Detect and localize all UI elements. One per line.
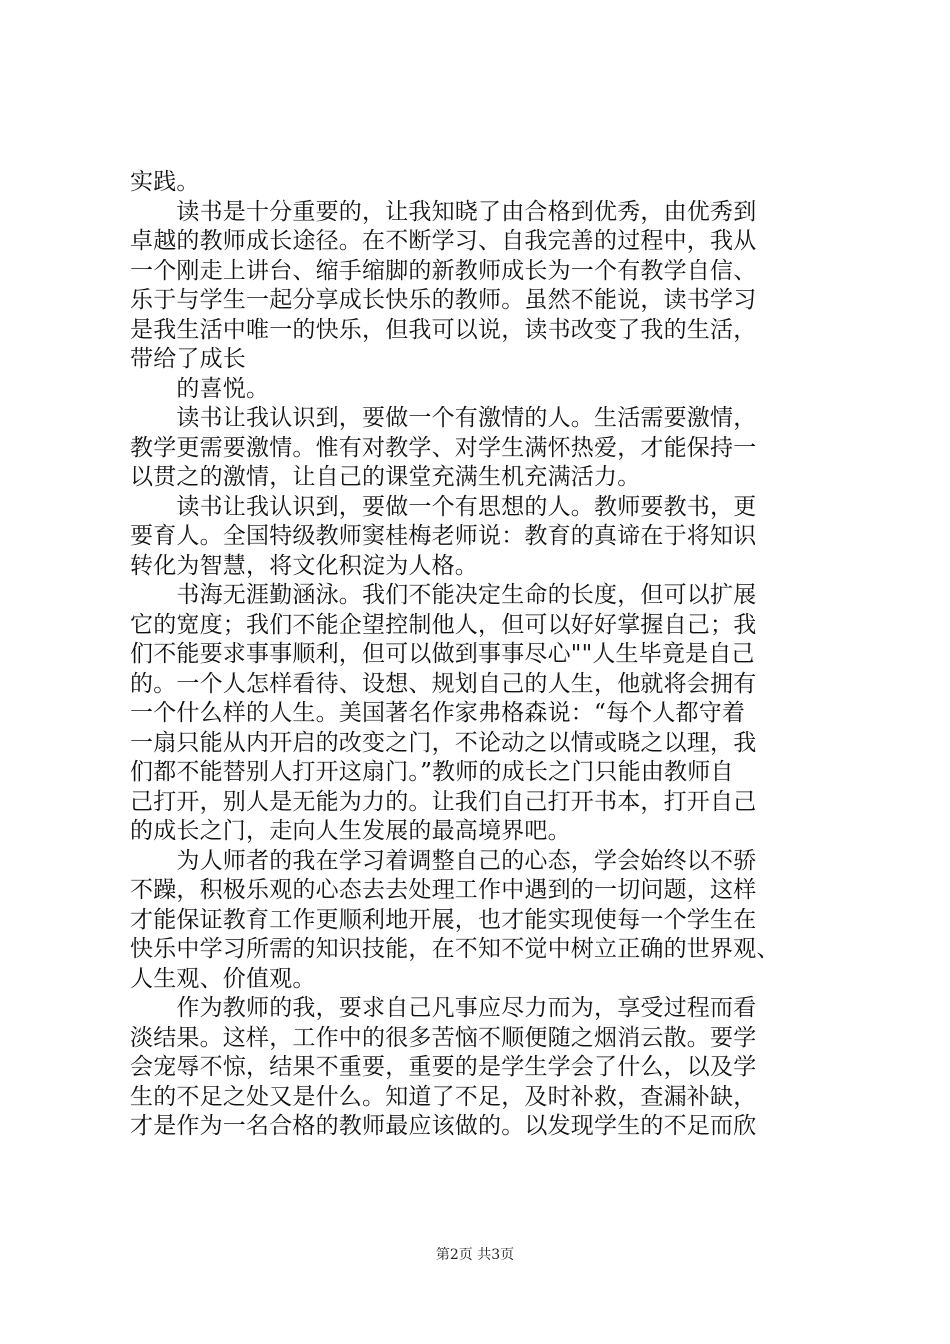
text-line: 会宠辱不惊，结果不重要，重要的是学生学会了什么，以及学: [130, 1054, 757, 1080]
text-line: 读书是十分重要的，让我知晓了由合格到优秀，由优秀到: [130, 198, 757, 225]
text-line: 快乐中学习所需的知识技能，在不知不觉中树立正确的世界观、: [130, 936, 780, 962]
text-line: 转化为智慧，将文化积淀为人格。: [130, 552, 478, 579]
text-line: 己打开，别人是无能为力的。让我们自己打开书本，打开自己: [130, 788, 757, 815]
text-line: 教学更需要激情。惟有对教学、对学生满怀热爱，才能保持一: [130, 434, 757, 461]
text-line: 的。一个人怎样看待、设想、规划自己的人生，他就将会拥有: [130, 670, 757, 697]
text-line: 书海无涯勤涵泳。我们不能决定生命的长度，但可以扩展: [130, 582, 757, 608]
text-line: 一个刚走上讲台、缩手缩脚的新教师成长为一个有教学自信、: [130, 257, 757, 284]
text-line: 不躁，积极乐观的心态去去处理工作中遇到的一切问题，这样: [130, 877, 757, 903]
text-line: 卓越的教师成长途径。在不断学习、自我完善的过程中，我从: [130, 228, 757, 254]
text-line: 要育人。全国特级教师窦桂梅老师说：教育的真谛在于将知识: [130, 523, 757, 549]
text-line: 淡结果。这样，工作中的很多苦恼不顺便随之烟消云散。要学: [130, 1024, 757, 1051]
page-number-footer: 第2页 共3页: [435, 1247, 515, 1263]
text-line: 它的宽度；我们不能企望控制他人，但可以好好掌握自己；我: [130, 611, 757, 638]
text-line: 们不能要求事事顺利，但可以做到事事尽心""人生毕竟是自己: [130, 641, 755, 667]
text-line: 的喜悦。: [130, 375, 270, 402]
text-line: 实践。: [130, 169, 200, 195]
text-line: 以贯之的激情，让自己的课堂充满生机充满活力。: [130, 464, 641, 490]
text-line: 作为教师的我，要求自己凡事应尽力而为，享受过程而看: [130, 995, 757, 1021]
text-line: 人生观、价值观。: [130, 965, 316, 992]
text-line: 的成长之门，走向人生发展的最高境界吧。: [130, 818, 571, 844]
text-line: 才能保证教育工作更顺利地开展，也才能实现使每一个学生在: [130, 906, 757, 933]
text-line: 一扇只能从内开启的改变之门，不论动之以情或晓之以理，我: [130, 729, 757, 756]
text-line: 是我生活中唯一的快乐，但我可以说，读书改变了我的生活，: [130, 316, 757, 343]
text-line: 一个什么样的人生。美国著名作家弗格森说：“每个人都守着: [130, 700, 746, 726]
text-line: 读书让我认识到，要做一个有思想的人。教师要教书，更: [130, 493, 757, 520]
text-line: 生的不足之处又是什么。知道了不足，及时补救，查漏补缺，: [130, 1083, 757, 1110]
text-line: 才是作为一名合格的教师最应该做的。以发现学生的不足而欣: [130, 1113, 757, 1139]
text-line: 为人师者的我在学习着调整自己的心态，学会始终以不骄: [130, 847, 757, 874]
text-line: 乐于与学生一起分享成长快乐的教师。虽然不能说，读书学习: [130, 287, 757, 313]
text-line: 带给了成长: [130, 346, 246, 372]
text-line: 读书让我认识到，要做一个有激情的人。生活需要激情，: [130, 405, 757, 431]
document-body: [130, 168, 830, 1142]
text-line: 们都不能替别人打开这扇门。”教师的成长之门只能由教师自: [130, 759, 734, 785]
